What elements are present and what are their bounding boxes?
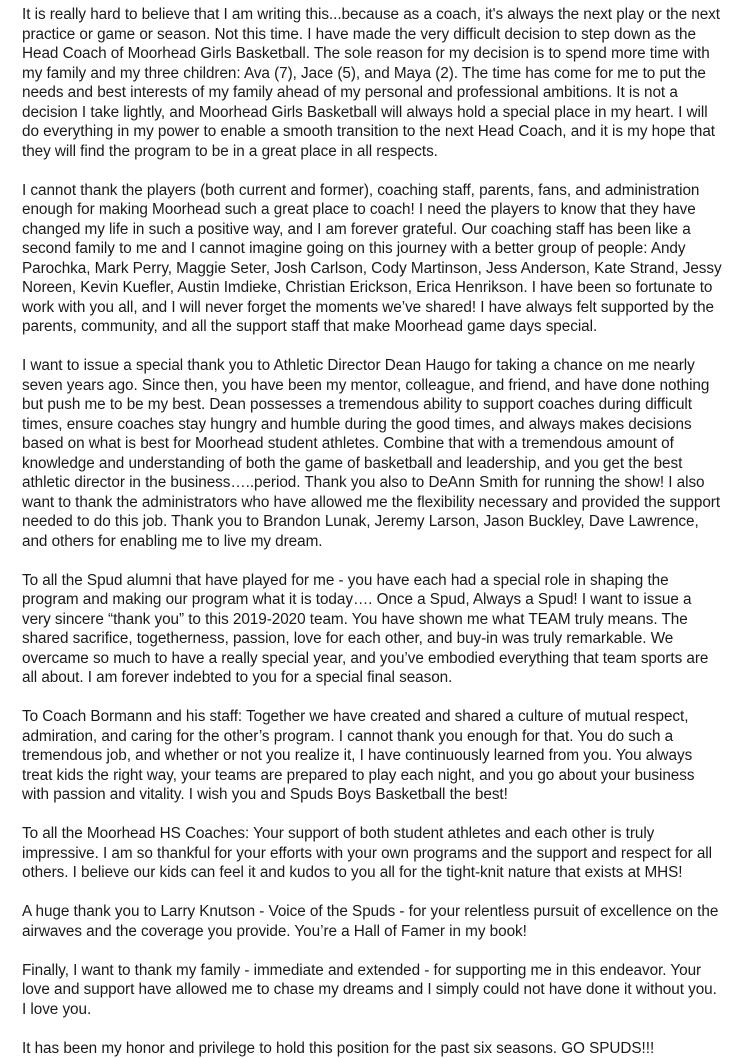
paragraph-thanks-players-staff: I cannot thank the players (both current and former), coaching staff, parents, fans, and administration enough for making Moorhead such a great place to coach! I need the players to know that they have changed my life in such a positive way, and I am forever grateful. Our coaching staff has been like a second family to me and I cannot imagine going on this journey with a better group of people: Andy Parochka, Mark Perry, Maggie Seter, Josh Carlson, Cody Martinson, Jess Anderson, Kate Strand, Jessy Noreen, Kevin Kuefler, Austin Imdieke, Christian Erickson, Erica Henrikson. I have been so fortunate to work with you all, and I will never forget the moments we’ve shared! I have always felt supported by the parents, community, and all the support staff that make Moorhead game days special. [22,181,722,337]
paragraph-larry-knutson: A huge thank you to Larry Knutson - Voice of the Spuds - for your relentless pursuit of excellence on the airwaves and the coverage you provide. You’re a Hall of Famer in my book! [22,902,722,941]
paragraph-thanks-athletic-director: I want to issue a special thank you to Athletic Director Dean Haugo for taking a chance on me nearly seven years ago. Since then, you have been my mentor, colleague, and friend, and have done nothing but push me to be my best. Dean possesses a tremendous ability to support coaches during difficult times, ensure coaches stay hungry and humble during the good times, and always makes decisions based on what is best for Moorhead student athletes. Combine that with a tremendous amount of knowledge and understanding of both the game of basketball and leadership, and you get the best athletic director in the business…..period. Thank you also to DeAnn Smith for running the show! I also want to thank the administrators who have allowed me the flexibility necessary and provided the support needed to do this job. Thank you to Brandon Lunak, Jeremy Larson, Jason Buckley, Dave Lawrence, and others for enabling me to live my dream. [22,356,722,551]
paragraph-closing: It has been my honor and privilege to hold this position for the past six seasons. GO SPUDS!!! [22,1039,722,1058]
paragraph-spud-alumni: To all the Spud alumni that have played for me - you have each had a special role in shaping the program and making our program what it is today…. Once a Spud, Always a Spud! I want to issue a very sincere “thank you” to this 2019-2020 team. You have shown me what TEAM truly means. The shared sacrifice, togetherness, passion, love for each other, and buy-in was truly remarkable. We overcame so much to have a really special year, and you’ve embodied everything that team sports are all about. I am forever indebted to you for a special final season. [22,571,722,688]
paragraph-announcement: It is really hard to believe that I am writing this...because as a coach, it's always the next play or the next practice or game or season. Not this time. I have made the very difficult decision to step down as the Head Coach of Moorhead Girls Basketball. The sole reason for my decision is to spend more time with my family and my three children: Ava (7), Jace (5), and Maya (2). The time has come for me to put the needs and best interests of my family ahead of my personal and professional ambitions. It is not a decision I take lightly, and Moorhead Girls Basketball will always hold a special place in my heart. I will do everything in my power to enable a smooth transition to the next Head Coach, and it is my hope that they will find the program to be in a great place in all respects. [22,5,722,161]
paragraph-hs-coaches: To all the Moorhead HS Coaches: Your support of both student athletes and each other is truly impressive. I am so thankful for your efforts with your own programs and the support and respect for all others. I believe our kids can feel it and kudos to you all for the tight-knit nature that exists at MHS! [22,824,722,883]
letter-body [22,5,722,1058]
paragraph-coach-bormann: To Coach Bormann and his staff: Together we have created and shared a culture of mutual respect, admiration, and caring for the other’s program. I cannot thank you enough for that. You do such a tremendous job, and whether or not you realize it, I have continuously learned from you. You always treat kids the right way, your teams are prepared to play each night, and you go about your business with passion and vitality. I wish you and Spuds Boys Basketball the best! [22,707,722,805]
paragraph-family: Finally, I want to thank my family - immediate and extended - for supporting me in this endeavor. Your love and support have allowed me to chase my dreams and I simply could not have done it without you. I love you. [22,961,722,1020]
